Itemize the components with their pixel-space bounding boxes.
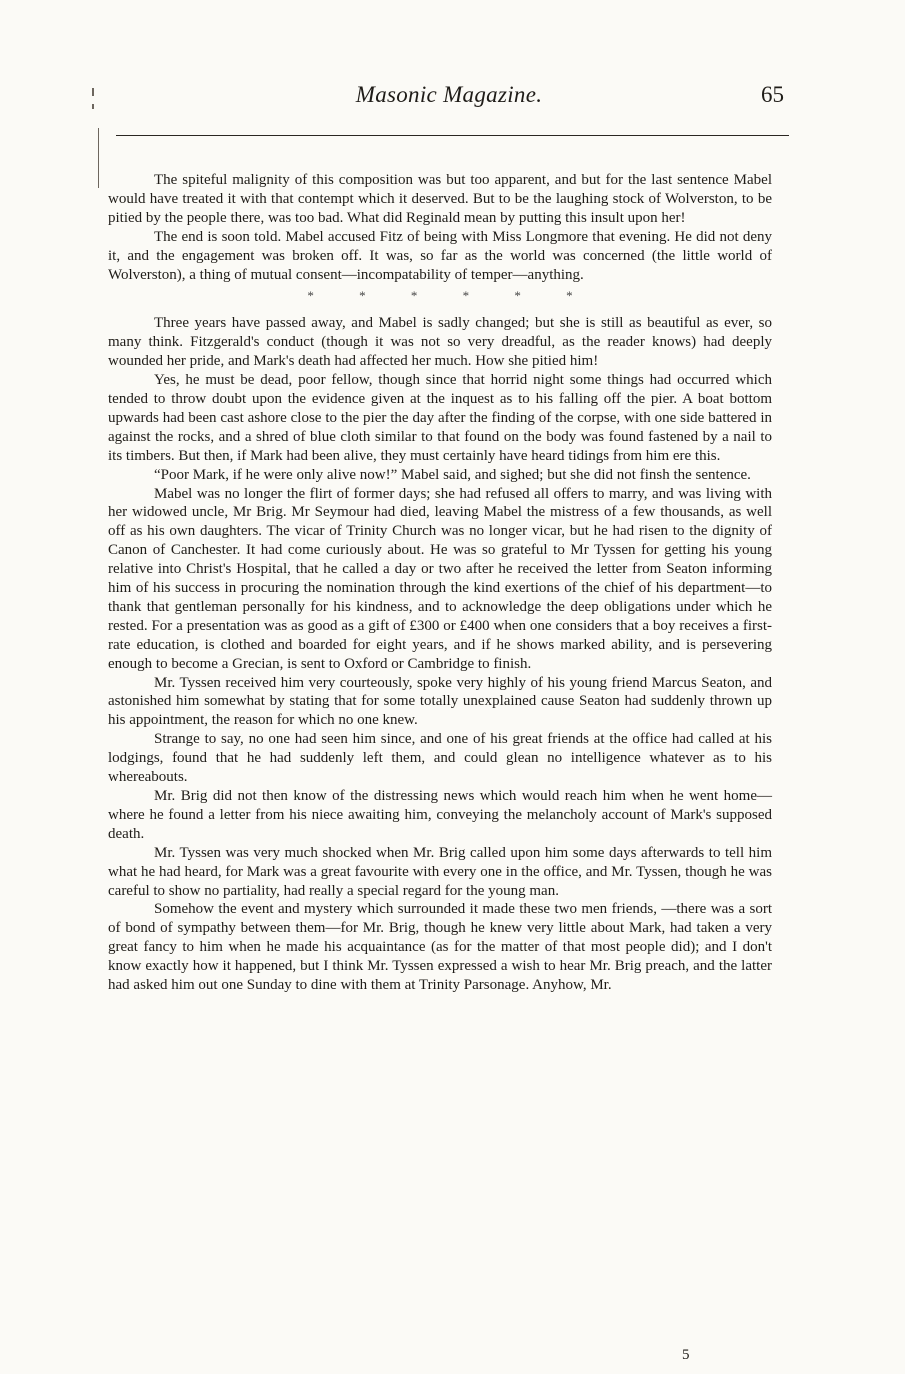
paragraph: Mabel was no longer the flirt of former days; she had refused all offers to marry, and was living with her widowed uncle, Mr Brig. Mr Seymour had died, leaving Mabel the mistress of a few thousands, as well off as his own daughters. The vicar of Trinity Church was no longer vicar, but he had risen to the dignity of Canon of Canchester. It had come curiously about. He was so grateful to Mr Tyssen for getting his young relative into Christ's Hospital, that he called a day or two after he received the letter from Seaton informing him of his success in procuring the nomination through the kind exertions of the chief of his department—to thank that gentleman personally for his kindness, and to acknowledge the deep obligations under which he rested. For a presentation was as good as a gift of £300 or £400 when one considers that a boy receives a first-rate education, is clothed and boarded for eight years, and if he shows marked ability, and is persevering enough to become a Grecian, is sent to Oxford or Cambridge to finish. xyxy=(108,485,772,672)
running-title: Masonic Magazine. xyxy=(355,82,543,107)
paragraph: The spiteful malignity of this composition was but too apparent, and but for the last sentence Mabel would have treated it with that contempt which it deserved. But to be the laughing stock of Wolverston, to be pitied by the people there, was too bad. What did Reginald mean by putting this insult upon her! xyxy=(108,172,772,226)
margin-binding-mark xyxy=(89,88,99,188)
paragraph: The end is soon told. Mabel accused Fitz of being with Miss Longmore that evening. He did not deny it, and the engagement was broken off. It was, so far as the world was concerned (the little world of Wolverston), a thing of mutual consent—incompatability of temper—anything. xyxy=(108,228,772,283)
page-header xyxy=(108,82,790,116)
paragraph: Strange to say, no one had seen him since, and one of his great friends at the office had called at his lodgings, found that he had suddenly left them, and could glean no intelligence whatever as to his whereabouts. xyxy=(108,731,772,786)
paragraph: Three years have passed away, and Mabel is sadly changed; but she is still as beautiful as ever, so many think. Fitzgerald's conduct (though it was not so very dreadful, as the reader knows) had deeply wounded her pride, and Mark's death had affected her much. How she pitied him! xyxy=(108,315,772,370)
section-break: * * * * * * xyxy=(307,288,573,304)
paragraph: Mr. Brig did not then know of the distressing news which would reach him when he went home—where he found a letter from his niece awaiting him, conveying the melancholy account of Mark's supposed death. xyxy=(108,788,772,842)
paragraph: Yes, he must be dead, poor fellow, though since that horrid night some things had occurred which tended to throw doubt upon the evidence given at the inquest as to his falling off the pier. A boat bottom upwards had been cast ashore close to the pier the day after the finding of the corpse, with one side battered in against the rocks, and a shred of blue cloth similar to that found on the body was found fastened by a nail to its timbers. But then, if Mark had been alive, they must certainly have heard tidings from him ere this. xyxy=(108,372,772,464)
article-body xyxy=(108,171,772,995)
paragraph: Mr. Tyssen was very much shocked when Mr. Brig called upon him some days afterwards to tell him what he had heard, for Mark was a great favourite with every one in the office, and Mr. Tyssen, though he was careful to show no partiality, had really a special regard for the young man. xyxy=(108,844,772,899)
page-number: 65 xyxy=(761,82,784,107)
header-rule xyxy=(116,135,789,136)
paragraph: “Poor Mark, if he were only alive now!” Mabel said, and sighed; but she did not finsh the sentence. xyxy=(154,466,751,483)
paragraph: Mr. Tyssen received him very courteously, spoke very highly of his young friend Marcus Seaton, and astonished him somewhat by stating that for some totally unexplained cause Seaton had suddenly thrown up his appointment, the reason for which no one knew. xyxy=(108,674,772,729)
signature-mark: 5 xyxy=(682,1347,690,1363)
paragraph: Somehow the event and mystery which surrounded it made these two men friends, —there was a sort of bond of sympathy between them—for Mr. Brig, though he knew very little about Mark, had taken a very great fancy to him when he made his acquaintance (as for the matter of that most people did); and I don't know exactly how it happened, but I think Mr. Tyssen expressed a wish to hear Mr. Brig preach, and the latter had asked him out one Sunday to dine with them at Trinity Parsonage. Anyhow, Mr. xyxy=(108,901,772,994)
